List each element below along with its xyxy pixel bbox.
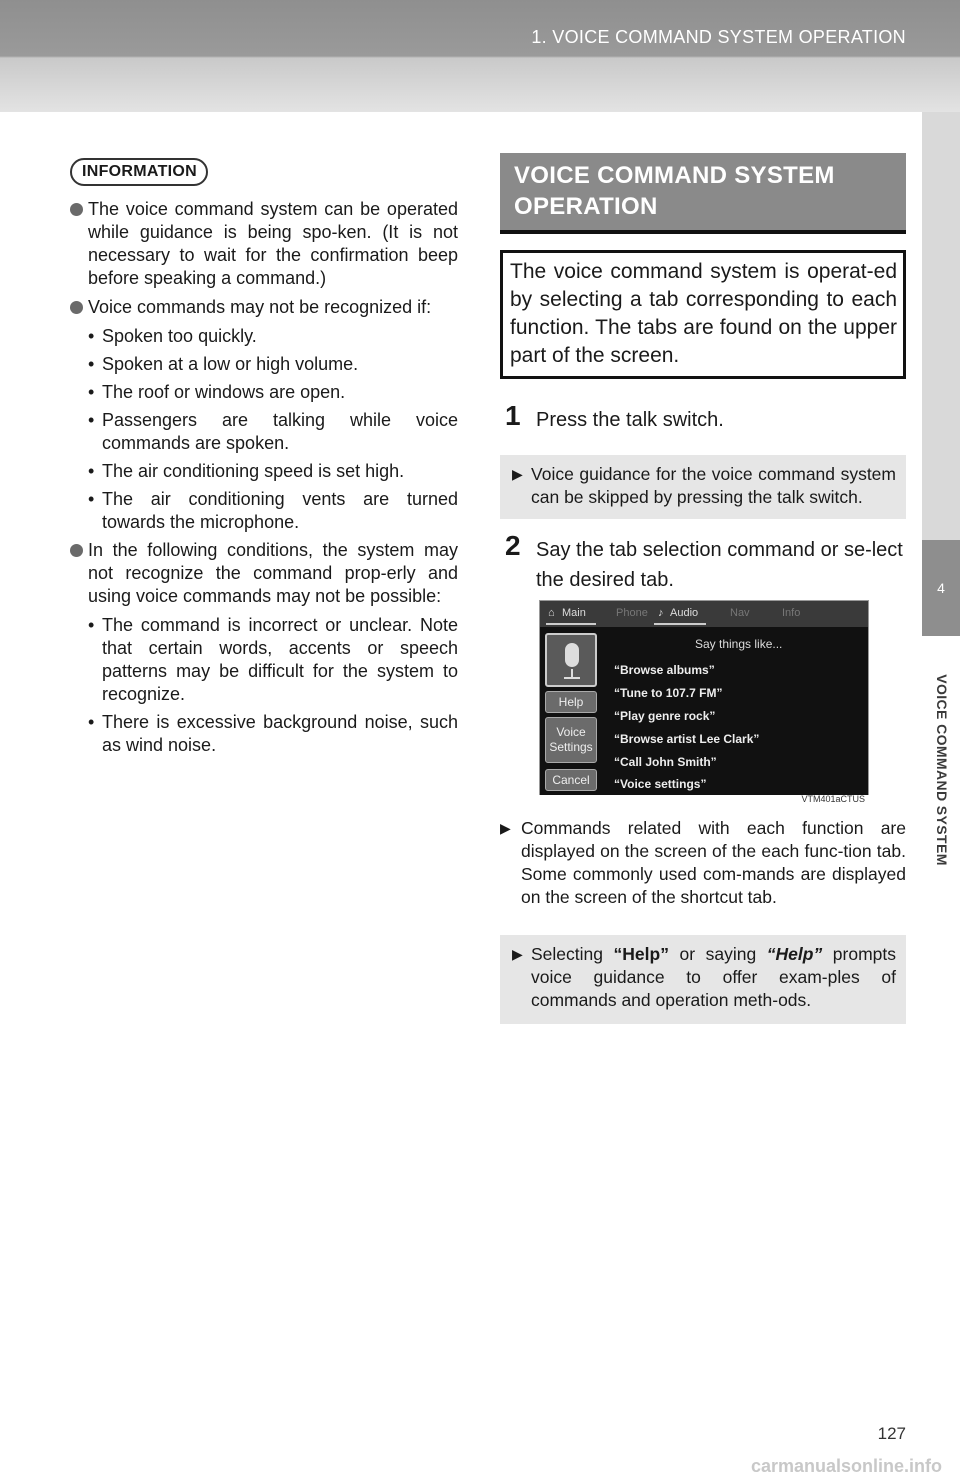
operation-section: [500, 153, 906, 1024]
info-sub-item: • Spoken at a low or high volume.: [88, 354, 359, 374]
command-example: “Browse albums”: [614, 663, 715, 677]
section-title: VOICE COMMAND SYSTEM OPERATION: [500, 153, 906, 234]
triangle-bullet-icon: ▶: [500, 820, 511, 836]
bullet-dot-icon: [70, 203, 83, 216]
cancel-button[interactable]: Cancel: [545, 769, 597, 791]
info-sub-item: • Spoken too quickly.: [88, 326, 257, 346]
command-example: “Tune to 107.7 FM”: [614, 686, 723, 700]
triangle-bullet-icon: ▶: [512, 946, 523, 962]
running-header: 1. VOICE COMMAND SYSTEM OPERATION: [531, 27, 906, 47]
tab-audio[interactable]: Audio: [670, 607, 699, 619]
say-things-heading: Say things like...: [695, 637, 783, 651]
info-bullet: In the following conditions, the system may not recognize the command prop-erly and using voice commands may not be possible:: [70, 539, 458, 608]
step-2: 2 Say the tab selection command or se-lect the desired tab.: [505, 530, 903, 591]
watermark: carmanualsonline.info: [750, 1456, 942, 1476]
chapter-title-tab: VOICE COMMAND SYSTEM: [934, 674, 950, 866]
voice-screen-screenshot: [539, 600, 869, 806]
side-tab-top: [922, 112, 960, 540]
microphone-button[interactable]: [545, 633, 597, 687]
tab-main[interactable]: Main: [562, 607, 586, 619]
step-number: 1: [505, 400, 521, 431]
info-sub-item: • Passengers are talking while voice commands are spoken.: [88, 410, 458, 453]
information-panel: [70, 158, 458, 762]
tab-info[interactable]: Info: [782, 607, 801, 619]
figure-code: VTM401aCTUS: [539, 795, 869, 806]
music-note-icon: ♪: [658, 607, 664, 619]
note-commands: ▶ Commands related with each function are displayed on the screen of the each func-tion tab. Some commonly used com-mands are displayed on the screen of the shortcut tab.: [500, 818, 906, 907]
screen-tab-bar: [540, 601, 868, 627]
bullet-dot-icon: [70, 544, 83, 557]
bullet-dot-icon: [70, 301, 83, 314]
info-sub-item: • The roof or windows are open.: [88, 382, 346, 402]
header-band: [0, 0, 960, 112]
chapter-number-tab[interactable]: 4: [922, 540, 960, 636]
tab-active-underline: [654, 623, 706, 625]
section-intro: The voice command system is operat-ed by selecting a tab corresponding to each function. The tabs are found on the upper part of the screen.: [500, 250, 906, 379]
triangle-bullet-icon: ▶: [512, 466, 523, 482]
info-sub-item: • The air conditioning speed is set high.: [88, 461, 405, 481]
step-1: 1 Press the talk switch.: [505, 400, 724, 431]
tab-nav[interactable]: Nav: [730, 607, 750, 619]
info-sub-item: • The air conditioning vents are turned towards the microphone.: [88, 489, 458, 532]
note-box: ▶ Voice guidance for the voice command system can be skipped by pressing the talk switch.: [500, 455, 906, 519]
tab-active-underline: [546, 623, 596, 625]
step-number: 2: [505, 530, 521, 561]
information-badge: INFORMATION: [70, 158, 208, 186]
command-example: “Play genre rock”: [614, 709, 716, 723]
info-bullet: The voice command system can be operated while guidance is being spo-ken. (It is not necessary to wait for the confirmation beep before speaking a command.): [70, 198, 458, 290]
info-sub-item: • There is excessive background noise, such as wind noise.: [88, 712, 458, 755]
command-example: “Voice settings”: [614, 777, 707, 791]
info-sub-item: • The command is incorrect or unclear. Note that certain words, accents or speech patterns may be difficult for the system to recognize.: [88, 615, 458, 704]
command-example: “Browse artist Lee Clark”: [614, 732, 760, 746]
command-example: “Call John Smith”: [614, 755, 717, 769]
note-box-help: ▶ Selecting “Help” or saying “Help” prompts voice guidance to offer exam-ples of commands and operation meth-ods.: [500, 935, 906, 1024]
help-button[interactable]: Help: [545, 691, 597, 713]
voice-settings-button[interactable]: Voice Settings: [545, 717, 597, 763]
home-icon: ⌂: [548, 607, 555, 619]
info-bullet: Voice commands may not be recognized if:: [70, 296, 458, 319]
tab-phone[interactable]: Phone: [616, 607, 648, 619]
microphone-icon: [565, 643, 579, 667]
page-number: 127: [877, 1424, 906, 1443]
